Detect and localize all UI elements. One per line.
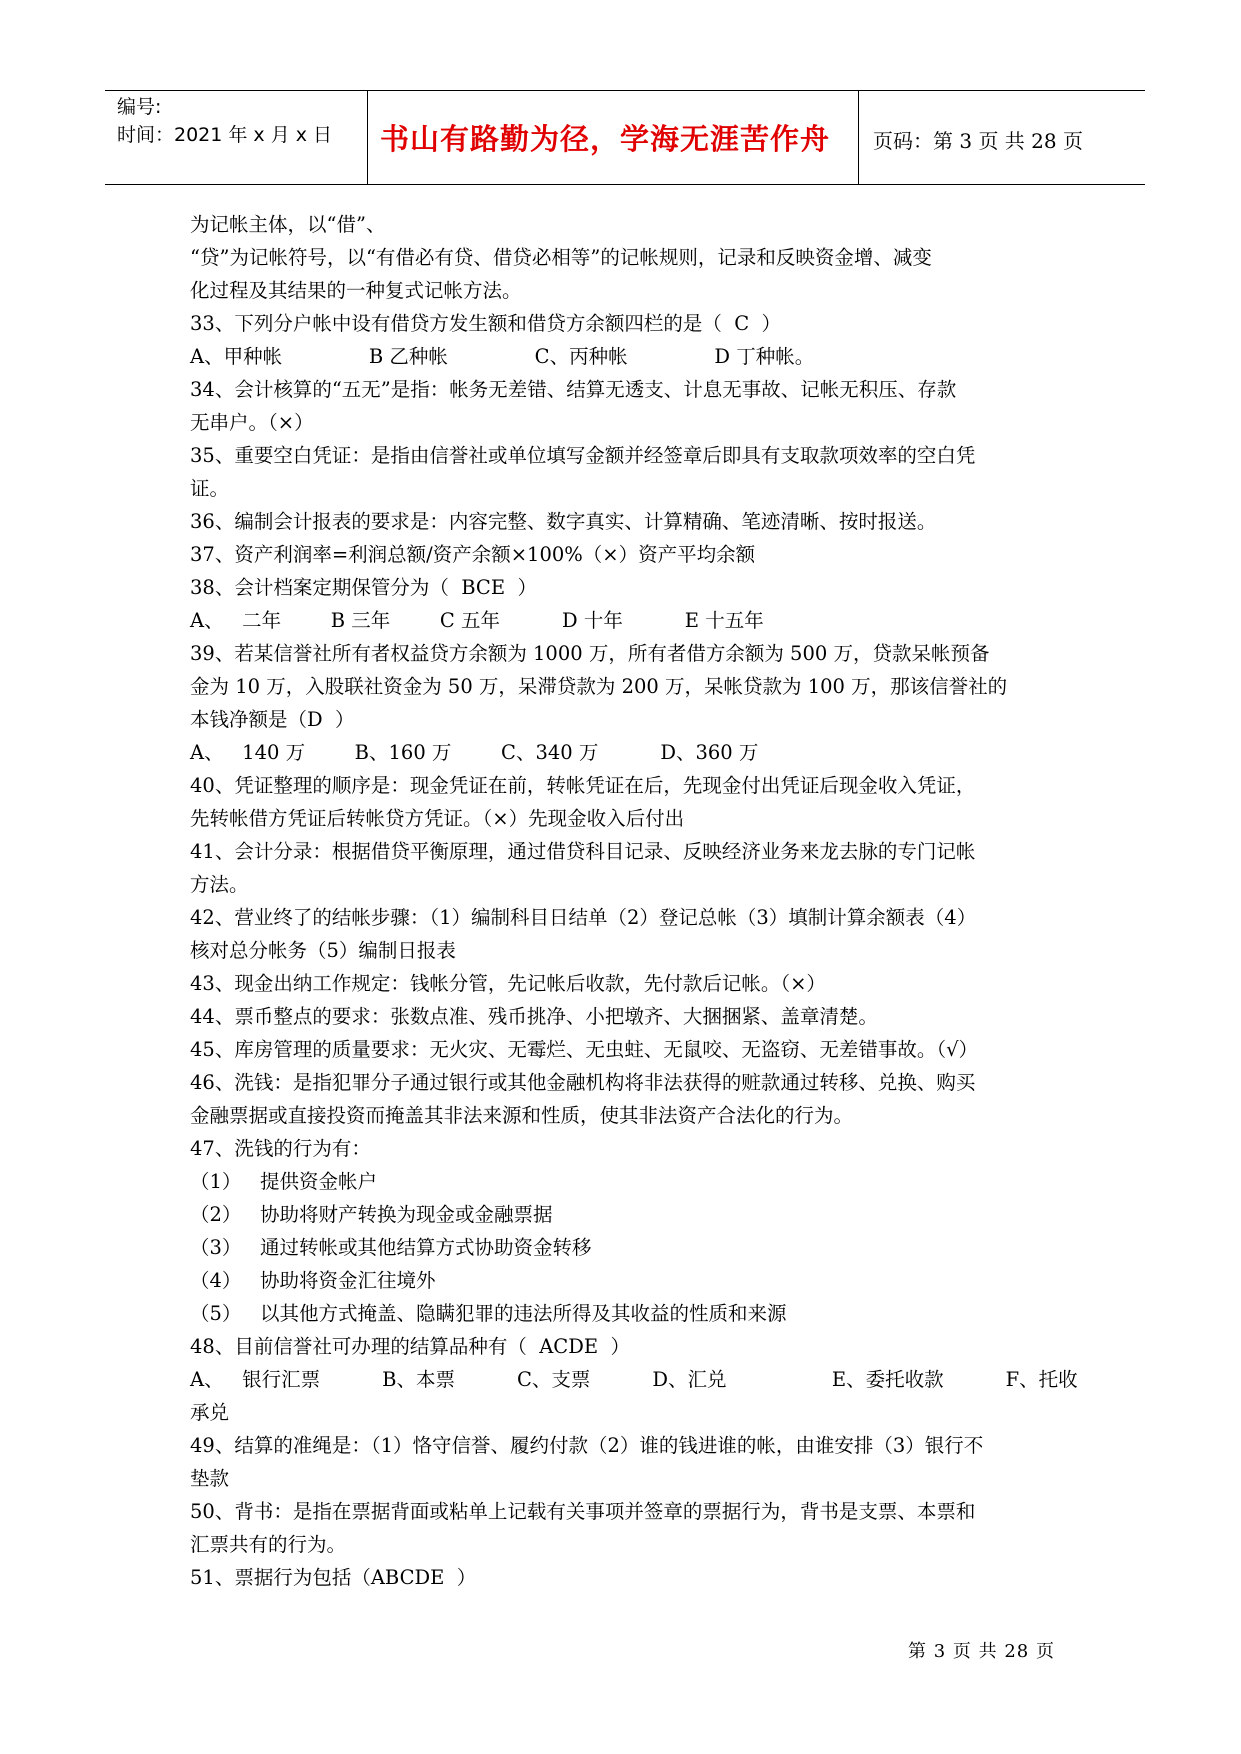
text-line: 34、会计核算的“五无”是指：帐务无差错、结算无透支、计息无事故、记帐无积压、存款 bbox=[190, 378, 957, 401]
text-line: 36、编制会计报表的要求是：内容完整、数字真实、计算精确、笔迹清晰、按时报送。 bbox=[190, 510, 937, 533]
text-line: 39、若某信誉社所有者权益贷方余额为 1000 万，所有者借方余额为 500 万，贷款呆帐预备 bbox=[190, 642, 990, 665]
text-line: 48、目前信誉社可办理的结算品种有（ ACDE ） bbox=[190, 1335, 630, 1358]
text-line: 47、洗钱的行为有： bbox=[190, 1137, 371, 1160]
text-line: 43、现金出纳工作规定：钱帐分管，先记帐后收款，先付款后记帐。（×） bbox=[190, 972, 826, 995]
page-label: 页码：第 3 页 共 28 页 bbox=[873, 129, 1083, 153]
text-line: 核对总分帐务（5）编制日报表 bbox=[190, 939, 456, 962]
text-line: （3） 通过转帐或其他结算方式协助资金转移 bbox=[190, 1236, 592, 1259]
text-line: A、 140 万 B、160 万 C、340 万 D、360 万 bbox=[190, 741, 759, 764]
text-line: 37、资产利润率=利润总额/资产余额×100%（×）资产平均余额 bbox=[190, 543, 756, 566]
text-line: 51、票据行为包括（ABCDE ） bbox=[190, 1566, 477, 1589]
text-line: 为记帐主体，以“借”、 bbox=[190, 213, 386, 236]
text-line: 无串户。（×） bbox=[190, 411, 314, 434]
text-line: 金融票据或直接投资而掩盖其非法来源和性质，使其非法资产合法化的行为。 bbox=[190, 1104, 854, 1127]
text-line: 46、洗钱：是指犯罪分子通过银行或其他金融机构将非法获得的赃款通过转移、兑换、购买 bbox=[190, 1071, 976, 1094]
number-label: 编号: bbox=[117, 96, 162, 118]
text-line: 金为 10 万，入股联社资金为 50 万，呆滞贷款为 200 万，呆帐贷款为 100 万，那该信誉社的 bbox=[190, 675, 1008, 698]
text-line: 汇票共有的行为。 bbox=[190, 1533, 347, 1556]
text-line: 垫款 bbox=[190, 1467, 230, 1490]
text-line: 45、库房管理的质量要求：无火灾、无霉烂、无虫蛀、无鼠咬、无盗窃、无差错事故。（√） bbox=[190, 1038, 978, 1061]
header-divider-right bbox=[858, 91, 859, 184]
time-label: 时间：2021 年 x 月 x 日 bbox=[117, 124, 333, 146]
text-line: A、甲种帐 B 乙种帐 C、丙种帐 D 丁种帐。 bbox=[190, 345, 815, 368]
text-line: （2） 协助将财产转换为现金或金融票据 bbox=[190, 1203, 553, 1226]
text-line: A、 银行汇票 B、本票 C、支票 D、汇兑 E、委托收款 F、托收 bbox=[190, 1368, 1078, 1391]
document-body bbox=[190, 208, 1080, 1594]
text-line: 先转帐借方凭证后转帐贷方凭证。（×）先现金收入后付出 bbox=[190, 807, 685, 830]
text-line: 化过程及其结果的一种复式记帐方法。 bbox=[190, 279, 522, 302]
text-line: 44、票币整点的要求：张数点准、残币挑净、小把墩齐、大捆捆紧、盖章清楚。 bbox=[190, 1005, 878, 1028]
page-footer: 第 3 页 共 28 页 bbox=[908, 1641, 1055, 1662]
text-line: 方法。 bbox=[190, 873, 249, 896]
text-line: “贷”为记帐符号，以“有借必有贷、借贷必相等”的记帐规则，记录和反映资金增、减变 bbox=[190, 246, 932, 269]
text-line: 35、重要空白凭证：是指由信誉社或单位填写金额并经签章后即具有支取款项效率的空白凭 bbox=[190, 444, 976, 467]
text-line: （5） 以其他方式掩盖、隐瞒犯罪的违法所得及其收益的性质和来源 bbox=[190, 1302, 787, 1325]
text-line: 42、营业终了的结帐步骤：（1）编制科目日结单（2）登记总帐（3）填制计算余额表（4） bbox=[190, 906, 977, 929]
text-line: 41、会计分录：根据借贷平衡原理，通过借贷科目记录、反映经济业务来龙去脉的专门记帐 bbox=[190, 840, 976, 863]
text-line: （1） 提供资金帐户 bbox=[190, 1170, 378, 1193]
text-line: 本钱净额是（D ） bbox=[190, 708, 355, 731]
text-line: （4） 协助将资金汇往境外 bbox=[190, 1269, 436, 1292]
text-line: 49、结算的准绳是：（1）恪守信誉、履约付款（2）谁的钱进谁的帐，由谁安排（3）银行不 bbox=[190, 1434, 984, 1457]
text-line: 50、背书：是指在票据背面或粘单上记载有关事项并签章的票据行为，背书是支票、本票和 bbox=[190, 1500, 976, 1523]
text-line: A、 二年 B 三年 C 五年 D 十年 E 十五年 bbox=[190, 609, 764, 632]
page-header bbox=[105, 90, 1145, 185]
header-meta bbox=[117, 93, 332, 149]
text-line: 38、会计档案定期保管分为（ BCE ） bbox=[190, 576, 537, 599]
header-motto: 书山有路勤为径，学海无涯苦作舟 bbox=[379, 122, 830, 156]
text-line: 33、下列分户帐中设有借贷方发生额和借贷方余额四栏的是（ C ） bbox=[190, 312, 782, 335]
text-line: 40、凭证整理的顺序是：现金凭证在前，转帐凭证在后，先现金付出凭证后现金收入凭证， bbox=[190, 774, 976, 797]
header-divider-left bbox=[367, 91, 368, 184]
text-line: 证。 bbox=[190, 477, 230, 500]
text-line: 承兑 bbox=[190, 1401, 230, 1424]
